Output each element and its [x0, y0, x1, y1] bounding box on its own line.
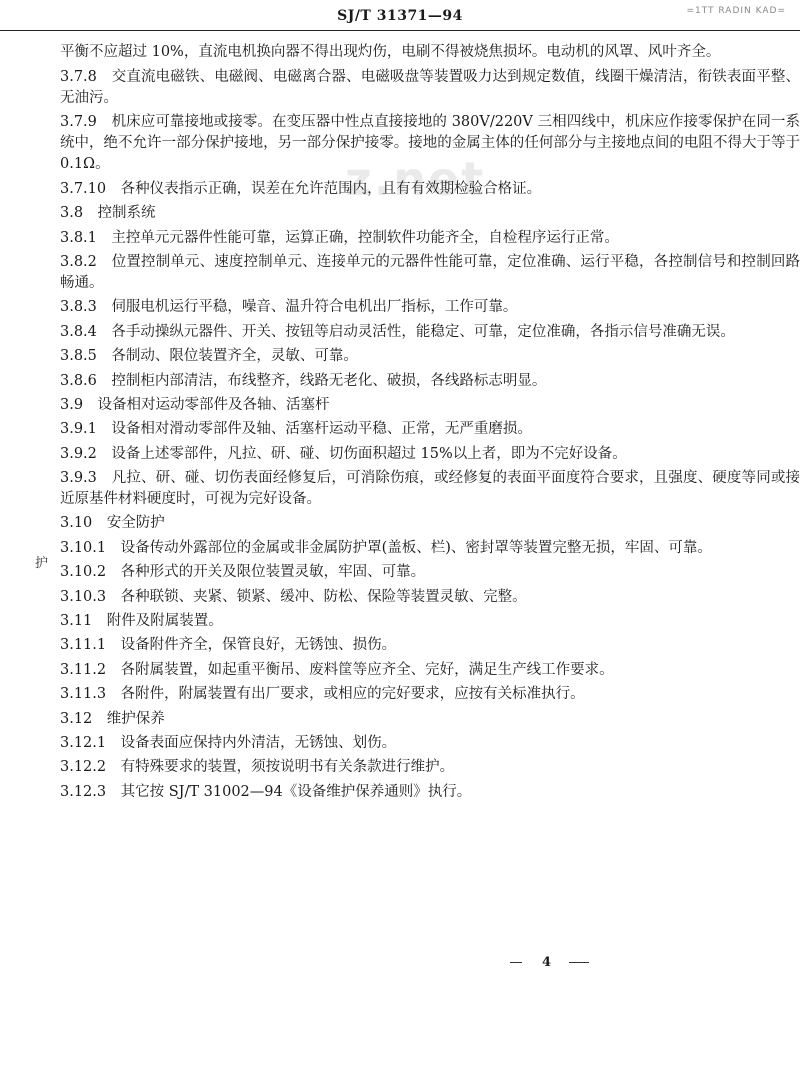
paragraph: 3.7.10 各种仪表指示正确，误差在允许范围内，且有有效期检验合格证。	[60, 180, 542, 197]
paragraph: 3.8.6 控制柜内部清洁，布线整齐，线路无老化、破损，各线路标志明显。	[60, 372, 547, 389]
margin-mark: 护	[35, 556, 49, 571]
paragraph: 3.8.5 各制动、限位装置齐全，灵敏、可靠。	[60, 348, 358, 365]
paragraph: 3.11.3 各附件，附属装置有出厂要求，或相应的完好要求，应按有关标准执行。	[60, 686, 585, 703]
paragraph: 3.12.1 设备表面应保持内外清洁，无锈蚀、划伤。	[60, 734, 397, 751]
page-number: 4	[542, 955, 552, 970]
footer-dash	[569, 962, 589, 963]
section-heading: 3.9 设备相对运动零部件及各轴、活塞杆	[60, 396, 330, 413]
paragraph: 3.10.1 设备传动外露部位的金属或非金属防护罩(盖板、栏)、密封罩等装置完整无损，牢固、可靠。	[60, 539, 712, 556]
paragraph: 3.9.2 设备上述零部件，凡拉、研、碰、切伤面积超过 15%以上者，即为不完好设备。	[60, 445, 627, 462]
paragraph: 3.10.2 各种形式的开关及限位装置灵敏，牢固、可靠。	[60, 564, 426, 581]
corner-stamp: =1TT RADIN KAD=	[686, 6, 786, 16]
paragraph: 3.9.1 设备相对滑动零部件及轴、活塞杆运动平稳、正常，无严重磨损。	[60, 421, 532, 438]
section-heading: 3.11 附件及附属装置。	[60, 613, 223, 630]
paragraph: 3.9.3 凡拉、研、碰、切伤表面经修复后，可消除伤痕，或经修复的表面平面度符合要求，且强度、硬度等同或接近原基件材料硬度时，可视为完好设备。	[60, 470, 800, 508]
paragraph: 3.8.4 各手动操纵元器件、开关、按钮等启动灵活性，能稳定、可靠，定位准确，各指示信号准确无误。	[60, 323, 735, 340]
paragraph: 3.12.2 有特殊要求的装置，须按说明书有关条款进行维护。	[60, 759, 455, 776]
paragraph: 3.8.1 主控单元元器件性能可靠，运算正确，控制软件功能齐全，自检程序运行正常。	[60, 229, 619, 246]
page-footer	[510, 955, 620, 970]
paragraph: 3.8.2 位置控制单元、速度控制单元、连接单元的元器件性能可靠，定位准确、运行平稳，各控制信号和控制回路畅通。	[60, 253, 800, 291]
paragraph: 3.7.8 交直流电磁铁、电磁阀、电磁离合器、电磁吸盘等装置吸力达到规定数值，线圈干燥清洁，衔铁表面平整、无油污。	[60, 69, 800, 106]
section-heading: 3.10 安全防护	[60, 515, 165, 532]
body-text	[60, 42, 800, 806]
paragraph: 3.11.1 设备附件齐全，保管良好，无锈蚀、损伤。	[60, 637, 397, 654]
footer-dash	[510, 962, 522, 963]
header-rule	[0, 30, 800, 31]
paragraph: 平衡不应超过 10%，直流电机换向器不得出现灼伤，电刷不得被烧焦损坏。电动机的风罩、风叶齐全。	[60, 44, 721, 60]
paragraph: 3.10.3 各种联锁、夹紧、锁紧、缓冲、防松、保险等装置灵敏、完整。	[60, 588, 527, 605]
section-heading: 3.12 维护保养	[60, 710, 165, 727]
paragraph: 3.8.3 伺服电机运行平稳，噪音、温升符合电机出厂指标，工作可靠。	[60, 299, 518, 316]
paragraph: 3.11.2 各附属装置，如起重平衡吊、废料筐等应齐全、完好，满足生产线工作要求。	[60, 661, 614, 678]
section-heading: 3.8 控制系统	[60, 205, 156, 222]
watermark: z.net	[345, 152, 486, 206]
paragraph: 3.12.3 其它按 SJ/T 31002—94《设备维护保养通则》执行。	[60, 783, 472, 800]
paragraph: 3.7.9 机床应可靠接地或接零。在变压器中性点直接接地的 380V/220V 三相四线中，机床应作接零保护在同一系统中，绝不允许一部分保护接地，另一部分保护接零。接地的金属主体的任何部分与主接地点间的电阻不得大于等于 0.1Ω。	[60, 114, 800, 173]
standard-number-header: SJ/T 31371—94	[337, 8, 463, 24]
